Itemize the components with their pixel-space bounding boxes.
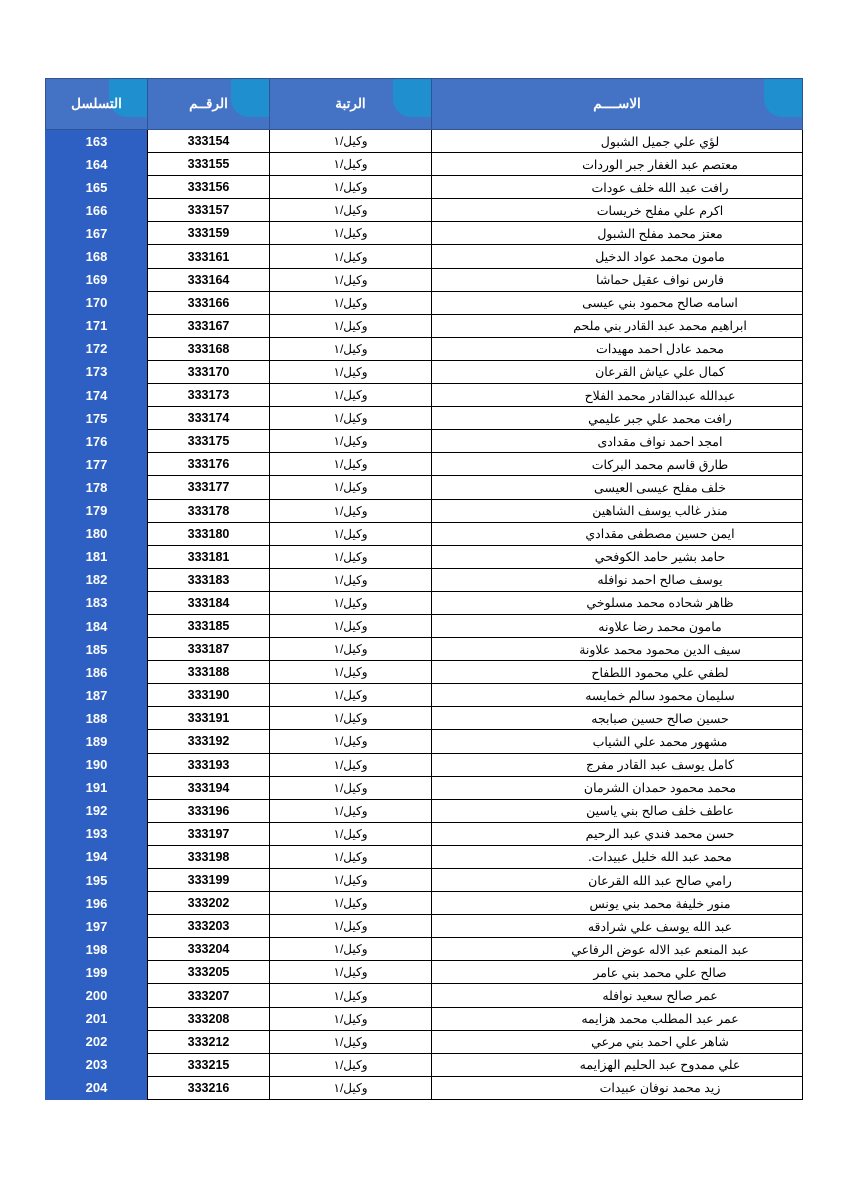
cell-number: 333207 [148,984,270,1007]
cell-name: محمد محمود حمدان الشرمان [432,776,803,799]
cell-name: امجد احمد نواف مقدادى [432,430,803,453]
cell-seq: 168 [46,245,148,268]
cell-seq: 165 [46,176,148,199]
cell-number: 333175 [148,430,270,453]
cell-number: 333156 [148,176,270,199]
cell-name: طارق قاسم محمد البركات [432,453,803,476]
cell-name: كمال علي عياش القرعان [432,360,803,383]
cell-number: 333157 [148,199,270,222]
cell-number: 333176 [148,453,270,476]
cell-number: 333180 [148,522,270,545]
table-row [46,1007,803,1030]
cell-number: 333168 [148,337,270,360]
cell-name: اكرم علي مفلح خريسات [432,199,803,222]
table-row [46,776,803,799]
column-header-number [148,79,270,130]
table-row [46,245,803,268]
cell-number: 333203 [148,915,270,938]
cell-rank: وكيل/١ [270,314,432,337]
table-row [46,1053,803,1076]
cell-seq: 199 [46,961,148,984]
cell-rank: وكيل/١ [270,614,432,637]
cell-rank: وكيل/١ [270,153,432,176]
cell-seq: 178 [46,476,148,499]
cell-seq: 181 [46,545,148,568]
cell-seq: 188 [46,707,148,730]
table-row [46,522,803,545]
cell-rank: وكيل/١ [270,476,432,499]
cell-rank: وكيل/١ [270,522,432,545]
cell-name: معتصم عبد الغفار جبر الوردات [432,153,803,176]
cell-rank: وكيل/١ [270,730,432,753]
cell-rank: وكيل/١ [270,407,432,430]
cell-name: رامي صالح عبد الله القرعان [432,869,803,892]
cell-rank: وكيل/١ [270,684,432,707]
cell-rank: وكيل/١ [270,545,432,568]
table-row [46,476,803,499]
cell-name: عبد الله يوسف علي شرادقه [432,915,803,938]
cell-rank: وكيل/١ [270,360,432,383]
cell-seq: 175 [46,407,148,430]
cell-number: 333170 [148,360,270,383]
cell-name: كامل يوسف عبد القادر مفرج [432,753,803,776]
cell-rank: وكيل/١ [270,499,432,522]
column-header-seq [46,79,148,130]
cell-rank: وكيل/١ [270,430,432,453]
cell-seq: 170 [46,291,148,314]
table-header-row [46,79,803,130]
cell-number: 333167 [148,314,270,337]
cell-number: 333216 [148,1076,270,1099]
cell-rank: وكيل/١ [270,1030,432,1053]
cell-seq: 176 [46,430,148,453]
cell-rank: وكيل/١ [270,661,432,684]
cell-number: 333202 [148,892,270,915]
table-row [46,199,803,222]
cell-seq: 180 [46,522,148,545]
cell-name: يوسف صالح احمد نوافله [432,568,803,591]
cell-seq: 167 [46,222,148,245]
table-row [46,130,803,153]
cell-rank: وكيل/١ [270,892,432,915]
cell-rank: وكيل/١ [270,753,432,776]
cell-name: زيد محمد نوفان عبيدات [432,1076,803,1099]
personnel-table [45,78,803,1100]
table-row [46,1030,803,1053]
cell-seq: 163 [46,130,148,153]
cell-rank: وكيل/١ [270,1053,432,1076]
cell-seq: 183 [46,591,148,614]
cell-name: رافت عبد الله خلف عودات [432,176,803,199]
table-row [46,730,803,753]
table-row [46,545,803,568]
cell-rank: وكيل/١ [270,591,432,614]
cell-number: 333191 [148,707,270,730]
table-row [46,337,803,360]
cell-name: اسامه صالح محمود بني عيسى [432,291,803,314]
cell-number: 333177 [148,476,270,499]
cell-seq: 177 [46,453,148,476]
cell-seq: 189 [46,730,148,753]
cell-number: 333155 [148,153,270,176]
cell-seq: 174 [46,384,148,407]
table-row [46,753,803,776]
cell-number: 333161 [148,245,270,268]
cell-seq: 200 [46,984,148,1007]
table-row [46,845,803,868]
cell-seq: 191 [46,776,148,799]
table-row [46,407,803,430]
table-row [46,384,803,407]
cell-name: ظاهر شحاده محمد مسلوخي [432,591,803,614]
column-header-rank-label: الرتبة [335,96,366,111]
cell-rank: وكيل/١ [270,638,432,661]
cell-rank: وكيل/١ [270,453,432,476]
cell-rank: وكيل/١ [270,915,432,938]
column-header-name-label: الاســــم [593,96,641,111]
cell-name: محمد عادل احمد مهيدات [432,337,803,360]
cell-rank: وكيل/١ [270,199,432,222]
cell-seq: 185 [46,638,148,661]
cell-name: حسن محمد فندي عبد الرحيم [432,822,803,845]
table-row [46,984,803,1007]
cell-name: رافت محمد علي جبر عليمي [432,407,803,430]
cell-number: 333199 [148,869,270,892]
cell-name: ايمن حسين مصطفى مقدادي [432,522,803,545]
table-row [46,961,803,984]
cell-number: 333159 [148,222,270,245]
cell-seq: 187 [46,684,148,707]
cell-seq: 173 [46,360,148,383]
cell-number: 333183 [148,568,270,591]
cell-rank: وكيل/١ [270,776,432,799]
cell-name: عمر عبد المطلب محمد هزايمه [432,1007,803,1030]
cell-seq: 190 [46,753,148,776]
cell-number: 333174 [148,407,270,430]
cell-name: لطفي علي محمود اللطفاح [432,661,803,684]
cell-seq: 164 [46,153,148,176]
cell-seq: 192 [46,799,148,822]
personnel-table-container [46,78,803,1100]
cell-name: خلف مفلح عيسى العيسى [432,476,803,499]
cell-name: سيف الدين محمود محمد علاونة [432,638,803,661]
table-row [46,614,803,637]
cell-rank: وكيل/١ [270,938,432,961]
table-row [46,1076,803,1099]
cell-rank: وكيل/١ [270,245,432,268]
table-row [46,268,803,291]
cell-number: 333193 [148,753,270,776]
table-row [46,176,803,199]
column-header-seq-label: التسلسل [71,96,122,111]
cell-number: 333198 [148,845,270,868]
cell-rank: وكيل/١ [270,1007,432,1030]
cell-seq: 169 [46,268,148,291]
table-row [46,430,803,453]
cell-name: عاطف خلف صالح بني ياسين [432,799,803,822]
table-row [46,291,803,314]
cell-rank: وكيل/١ [270,130,432,153]
cell-number: 333184 [148,591,270,614]
cell-seq: 202 [46,1030,148,1053]
cell-number: 333154 [148,130,270,153]
cell-rank: وكيل/١ [270,291,432,314]
cell-number: 333205 [148,961,270,984]
cell-rank: وكيل/١ [270,845,432,868]
cell-number: 333188 [148,661,270,684]
cell-seq: 203 [46,1053,148,1076]
cell-name: لؤي علي جميل الشبول [432,130,803,153]
cell-name: حامد بشير حامد الكوفحي [432,545,803,568]
column-header-rank [270,79,432,130]
table-row [46,568,803,591]
cell-name: ابراهيم محمد عبد القادر بني ملحم [432,314,803,337]
table-row [46,822,803,845]
table-row [46,314,803,337]
cell-number: 333197 [148,822,270,845]
cell-number: 333173 [148,384,270,407]
cell-number: 333178 [148,499,270,522]
cell-rank: وكيل/١ [270,822,432,845]
cell-seq: 201 [46,1007,148,1030]
table-row [46,707,803,730]
cell-seq: 195 [46,869,148,892]
cell-number: 333190 [148,684,270,707]
cell-number: 333185 [148,614,270,637]
table-row [46,915,803,938]
table-row [46,153,803,176]
table-row [46,360,803,383]
cell-rank: وكيل/١ [270,384,432,407]
cell-rank: وكيل/١ [270,268,432,291]
column-header-name [432,79,803,130]
table-row [46,499,803,522]
cell-rank: وكيل/١ [270,176,432,199]
cell-seq: 171 [46,314,148,337]
cell-name: عبدالله عبدالقادر محمد الفلاح [432,384,803,407]
cell-number: 333166 [148,291,270,314]
cell-seq: 182 [46,568,148,591]
cell-name: علي ممدوح عبد الحليم الهزايمه [432,1053,803,1076]
cell-name: عبد المنعم عبد الاله عوض الرفاعي [432,938,803,961]
cell-rank: وكيل/١ [270,961,432,984]
table-header [46,79,803,130]
cell-seq: 194 [46,845,148,868]
column-header-number-label: الرقــم [189,96,228,111]
cell-number: 333208 [148,1007,270,1030]
cell-number: 333196 [148,799,270,822]
cell-rank: وكيل/١ [270,799,432,822]
table-row [46,222,803,245]
cell-seq: 197 [46,915,148,938]
cell-name: شاهر علي احمد بني مرعي [432,1030,803,1053]
cell-rank: وكيل/١ [270,568,432,591]
cell-rank: وكيل/١ [270,222,432,245]
cell-seq: 198 [46,938,148,961]
cell-seq: 193 [46,822,148,845]
cell-name: مشهور محمد علي الشياب [432,730,803,753]
cell-name: مامون محمد عواد الدخيل [432,245,803,268]
cell-rank: وكيل/١ [270,1076,432,1099]
cell-name: مامون محمد رضا علاونه [432,614,803,637]
cell-seq: 179 [46,499,148,522]
cell-name: منذر غالب يوسف الشاهين [432,499,803,522]
cell-seq: 186 [46,661,148,684]
cell-seq: 166 [46,199,148,222]
cell-name: منور خليفة محمد بني يونس [432,892,803,915]
cell-seq: 204 [46,1076,148,1099]
cell-number: 333187 [148,638,270,661]
table-row [46,892,803,915]
table-row [46,938,803,961]
cell-number: 333164 [148,268,270,291]
cell-name: سليمان محمود سالم خمايسه [432,684,803,707]
cell-name: صالح علي محمد بني عامر [432,961,803,984]
cell-seq: 172 [46,337,148,360]
cell-name: فارس نواف عقيل حماشا [432,268,803,291]
table-row [46,684,803,707]
cell-name: محمد عبد الله خليل عبيدات. [432,845,803,868]
table-row [46,799,803,822]
cell-number: 333181 [148,545,270,568]
cell-seq: 196 [46,892,148,915]
cell-rank: وكيل/١ [270,337,432,360]
table-body [46,130,803,1100]
cell-name: عمر صالح سعيد نوافله [432,984,803,1007]
cell-rank: وكيل/١ [270,869,432,892]
cell-name: حسين صالح حسين صبابجه [432,707,803,730]
table-row [46,453,803,476]
table-row [46,869,803,892]
cell-number: 333212 [148,1030,270,1053]
cell-seq: 184 [46,614,148,637]
cell-name: معتز محمد مفلح الشبول [432,222,803,245]
cell-number: 333204 [148,938,270,961]
cell-number: 333215 [148,1053,270,1076]
cell-rank: وكيل/١ [270,984,432,1007]
table-row [46,591,803,614]
table-row [46,638,803,661]
table-row [46,661,803,684]
cell-number: 333194 [148,776,270,799]
cell-rank: وكيل/١ [270,707,432,730]
cell-number: 333192 [148,730,270,753]
